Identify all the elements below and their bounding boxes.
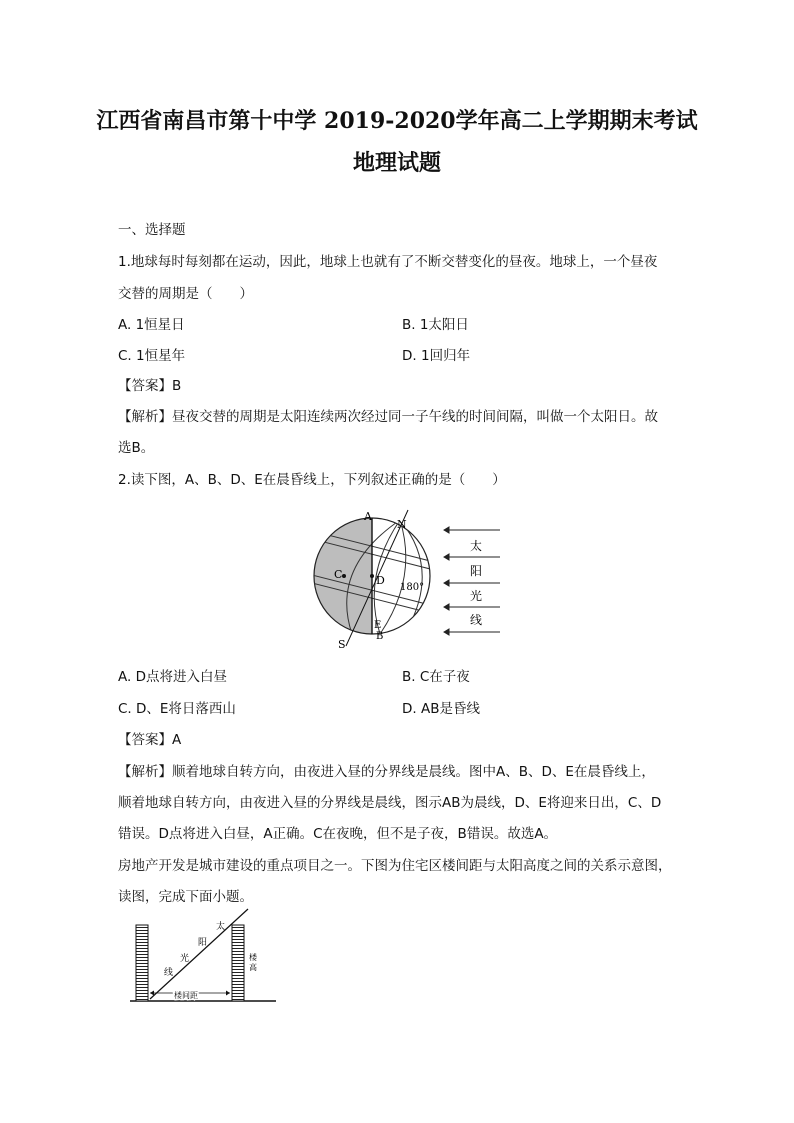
label-d: D <box>376 574 385 587</box>
q1-option-c: C. 1恒星年 <box>118 348 186 364</box>
building-right <box>232 925 244 1001</box>
q2-analysis-line2: 顺着地球自转方向，由夜进入昼的分界线是晨线，图示AB为晨线，D、E将迎来日出，C、D <box>118 795 662 811</box>
q2-analysis-line1: 【解析】顺着地球自转方向，由夜进入昼的分界线是晨线。图中A、B、D、E在晨昏线上， <box>118 764 655 780</box>
q2-option-d: D. AB是昏线 <box>402 701 480 717</box>
building-spacing-figure <box>128 905 278 1010</box>
ray-char-4: 线 <box>164 968 174 978</box>
intro-line1: 房地产开发是城市建设的重点项目之一。下图为住宅区楼间距与太阳高度之间的关系示意图， <box>118 858 672 874</box>
q2-option-c: C. D、E将日落西山 <box>118 701 236 717</box>
sun-char-2: 阳 <box>470 564 483 578</box>
section-heading: 一、选择题 <box>118 222 186 238</box>
label-e: E <box>374 620 382 631</box>
ray-char-2: 阳 <box>198 938 208 948</box>
q2-option-b: B. C在子夜 <box>402 669 470 685</box>
globe-figure <box>300 508 510 653</box>
label-c: C <box>334 568 343 581</box>
height-char-2: 高 <box>249 963 257 972</box>
ray-char-1: 太 <box>216 922 226 932</box>
q1-stem-line1: 1.地球每时每刻都在运动，因此，地球上也就有了不断交替变化的昼夜。地球上，一个昼夜 <box>118 254 658 270</box>
height-char-1: 楼 <box>249 953 257 962</box>
doc-title-line1: 江西省南昌市第十中学 2019-2020学年高二上学期期末考试 <box>96 108 698 134</box>
building-left <box>136 925 148 1001</box>
q1-option-a: A. 1恒星日 <box>118 317 185 333</box>
sun-char-4: 线 <box>470 613 483 627</box>
q1-answer: 【答案】B <box>118 378 182 394</box>
label-a: A <box>364 510 372 523</box>
q1-analysis-line2: 选B。 <box>118 440 155 456</box>
q2-answer: 【答案】A <box>118 732 182 748</box>
q1-option-d: D. 1回归年 <box>402 348 471 364</box>
intro-line2: 读图，完成下面小题。 <box>118 889 253 905</box>
spacing-label: 楼间距 <box>174 991 198 1000</box>
q2-stem: 2.读下图，A、B、D、E在晨昏线上，下列叙述正确的是（ ） <box>118 472 506 488</box>
label-s: S <box>338 638 346 651</box>
sun-char-1: 太 <box>470 539 483 553</box>
q1-stem-line2: 交替的周期是（ ） <box>118 286 253 302</box>
point-d <box>370 574 374 578</box>
q2-analysis-line3: 错误。D点将进入白昼，A正确。C在夜晚，但不是子夜，B错误。故选A。 <box>118 826 558 842</box>
sun-char-3: 光 <box>470 589 483 603</box>
q1-analysis-line1: 【解析】昼夜交替的周期是太阳连续两次经过同一子午线的时间间隔，叫做一个太阳日。故 <box>118 409 658 425</box>
ray-char-3: 光 <box>180 954 190 964</box>
label-180: 180° <box>400 582 425 593</box>
q1-option-b: B. 1太阳日 <box>402 317 469 333</box>
q2-option-a: A. D点将进入白昼 <box>118 669 227 685</box>
label-b: B <box>376 631 384 642</box>
point-c <box>342 574 346 578</box>
doc-title-line2: 地理试题 <box>352 150 441 176</box>
label-n: N <box>397 518 407 531</box>
